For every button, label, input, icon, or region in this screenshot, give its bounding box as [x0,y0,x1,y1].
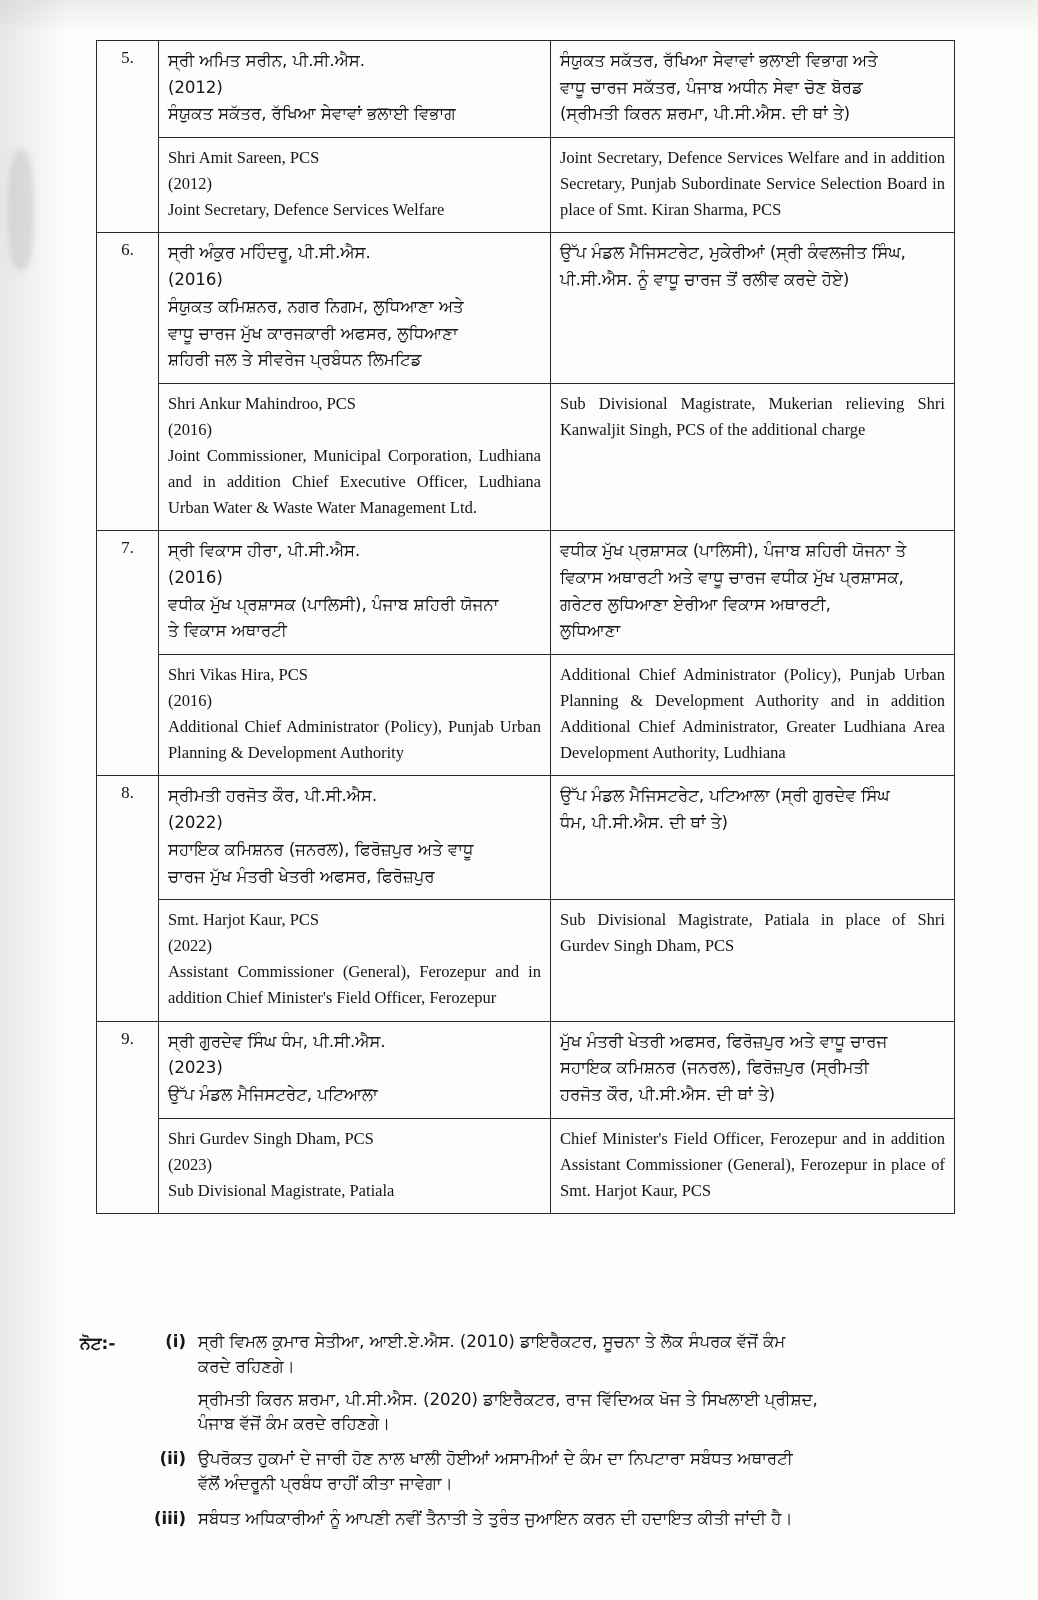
posting-punjabi: ਉੱਪ ਮੰਡਲ ਮੈਜਿਸਟਰੇਟ, ਮੁਕੇਰੀਆਂ (ਸ੍ਰੀ ਕੰਵਲਜੀਤ ਸਿੰਘ, ਪੀ.ਸੀ.ਐਸ. ਨੂੰ ਵਾਧੂ ਚਾਰਜ ਤੋਂ ਰਲੀਵ ਕਰਦੇ ਹੋਏ) [551,233,955,384]
scan-shadow-top [0,0,1038,34]
scan-smudge [8,150,34,270]
table-row [97,655,955,776]
notes-label: ਨੋਟ:- [80,1334,116,1354]
posting-punjabi: ਮੁੱਖ ਮੰਤਰੀ ਖੇਤਰੀ ਅਫਸਰ, ਫਿਰੋਜ਼ਪੁਰ ਅਤੇ ਵਾਧੂ ਚਾਰਜ ਸਹਾਇਕ ਕਮਿਸ਼ਨਰ (ਜਨਰਲ), ਫਿਰੋਜ਼ਪੁਰ (ਸ੍ਰੀਮਤੀ ਹਰਜੋਤ ਕੌਰ, ਪੀ.ਸੀ.ਐਸ. ਦੀ ਥਾਂ ਤੇ) [551,1021,955,1118]
posting-english: Sub Divisional Magistrate, Patiala in place of Shri Gurdev Singh Dham, PCS [551,900,955,1021]
officer-english: Shri Gurdev Singh Dham, PCS (2023) Sub Divisional Magistrate, Patiala [159,1118,551,1213]
table-row [97,531,955,655]
scan-shadow-left [0,0,70,1600]
note-item [146,1330,960,1437]
note-text: ਸਬੰਧਤ ਅਧਿਕਾਰੀਆਂ ਨੂੰ ਆਪਣੀ ਨਵੀਂ ਤੈਨਾਤੀ ਤੇ ਤੁਰੰਤ ਜੁਆਇਨ ਕਰਨ ਦੀ ਹਦਾਇਤ ਕੀਤੀ ਜਾਂਦੀ ਹੈ। [198,1508,793,1528]
posting-english: Joint Secretary, Defence Services Welfare and in addition Secretary, Punjab Subordinate Service Selection Board in place of Smt. Kiran Sharma, PCS [551,138,955,233]
note-text: ਸ੍ਰੀ ਵਿਮਲ ਕੁਮਾਰ ਸੇਤੀਆ, ਆਈ.ਏ.ਐਸ. (2010) ਡਾਇਰੈਕਟਰ, ਸੂਚਨਾ ਤੇ ਲੋਕ ਸੰਪਰਕ ਵੱਜੋਂ ਕੰਮ ਕਰਦੇ ਰਹਿਣਗੇ। ਸ੍ਰੀਮਤੀ ਕਿਰਨ ਸ਼ਰਮਾ, ਪੀ.ਸੀ.ਐਸ. (2020) ਡਾਇਰੈਕਟਰ, ਰਾਜ ਵਿੱਦਿਅਕ ਖੋਜ ਤੇ ਸਿਖਲਾਈ ਪ੍ਰੀਸ਼ਦ, ਪੰਜਾਬ ਵੱਜੋਂ ਕੰਮ ਕਰਦੇ ਰਹਿਣਗੇ। [198,1332,818,1434]
posting-english: Sub Divisional Magistrate, Mukerian relieving Shri Kanwaljit Singh, PCS of the additional charge [551,383,955,530]
posting-punjabi: ਵਧੀਕ ਮੁੱਖ ਪ੍ਰਸ਼ਾਸਕ (ਪਾਲਿਸੀ), ਪੰਜਾਬ ਸ਼ਹਿਰੀ ਯੋਜਨਾ ਤੇ ਵਿਕਾਸ ਅਥਾਰਟੀ ਅਤੇ ਵਾਧੂ ਚਾਰਜ ਵਧੀਕ ਮੁੱਖ ਪ੍ਰਸ਼ਾਸਕ, ਗਰੇਟਰ ਲੁਧਿਆਣਾ ਏਰੀਆ ਵਿਕਾਸ ਅਥਾਰਟੀ, ਲੁਧਿਆਣਾ [551,531,955,655]
officer-english: Shri Ankur Mahindroo, PCS (2016) Joint Commissioner, Municipal Corporation, Ludhiana and in addition Chief Executive Officer, Ludhiana Urban Water & Waste Water Management Ltd. [159,383,551,530]
posting-english: Chief Minister's Field Officer, Ferozepur and in addition Assistant Commissioner (General), Ferozepur in place of Smt. Harjot Kaur, PCS [551,1118,955,1213]
posting-english: Additional Chief Administrator (Policy), Punjab Urban Planning & Development Authority and in addition Additional Chief Administrator, Greater Ludhiana Area Development Authority, Ludhiana [551,655,955,776]
transfer-orders-table [96,40,955,1214]
officer-english: Shri Vikas Hira, PCS (2016) Additional Chief Administrator (Policy), Punjab Urban Planning & Development Authority [159,655,551,776]
table-row [97,233,955,384]
officer-punjabi: ਸ੍ਰੀ ਅਮਿਤ ਸਰੀਨ, ਪੀ.ਸੀ.ਐਸ. (2012) ਸੰਯੁਕਤ ਸਕੱਤਰ, ਰੱਖਿਆ ਸੇਵਾਵਾਂ ਭਲਾਈ ਵਿਭਾਗ [159,41,551,138]
officer-punjabi: ਸ੍ਰੀ ਅੰਕੁਰ ਮਹਿੰਦਰੂ, ਪੀ.ਸੀ.ਐਸ. (2016) ਸੰਯੁਕਤ ਕਮਿਸ਼ਨਰ, ਨਗਰ ਨਿਗਮ, ਲੁਧਿਆਣਾ ਅਤੇ ਵਾਧੂ ਚਾਰਜ ਮੁੱਖ ਕਾਰਜਕਾਰੀ ਅਫਸਰ, ਲੁਧਿਆਣਾ ਸ਼ਹਿਰੀ ਜਲ ਤੇ ਸੀਵਰੇਜ ਪ੍ਰਬੰਧਨ ਲਿਮਟਿਡ [159,233,551,384]
table-row [97,41,955,138]
note-item [146,1507,960,1532]
table-row [97,1118,955,1213]
note-text: ਉਪਰੋਕਤ ਹੁਕਮਾਂ ਦੇ ਜਾਰੀ ਹੋਣ ਨਾਲ ਖਾਲੀ ਹੋਈਆਂ ਅਸਾਮੀਆਂ ਦੇ ਕੰਮ ਦਾ ਨਿਪਟਾਰਾ ਸਬੰਧਤ ਅਥਾਰਟੀ ਵੱਲੋਂ ਅੰਦਰੂਨੀ ਪ੍ਰਬੰਧ ਰਾਹੀਂ ਕੀਤਾ ਜਾਵੇਗਾ। [198,1449,793,1493]
row-serial-number: 8. [97,776,159,1021]
officer-english: Smt. Harjot Kaur, PCS (2022) Assistant Commissioner (General), Ferozepur and in addition Chief Minister's Field Officer, Ferozepur [159,900,551,1021]
table-row [97,900,955,1021]
note-marker: (iii) [153,1508,186,1528]
note-item [146,1447,960,1497]
table-row [97,776,955,900]
row-serial-number: 9. [97,1021,159,1213]
handwritten-signature [0,1406,176,1496]
officer-punjabi: ਸ੍ਰੀਮਤੀ ਹਰਜੋਤ ਕੌਰ, ਪੀ.ਸੀ.ਐਸ. (2022) ਸਹਾਇਕ ਕਮਿਸ਼ਨਰ (ਜਨਰਲ), ਫਿਰੋਜ਼ਪੁਰ ਅਤੇ ਵਾਧੂ ਚਾਰਜ ਮੁੱਖ ਮੰਤਰੀ ਖੇਤਰੀ ਅਫਸਰ, ਫਿਰੋਜ਼ਪੁਰ [159,776,551,900]
posting-punjabi: ਉੱਪ ਮੰਡਲ ਮੈਜਿਸਟਰੇਟ, ਪਟਿਆਲਾ (ਸ੍ਰੀ ਗੁਰਦੇਵ ਸਿੰਘ ਧੰਮ, ਪੀ.ਸੀ.ਐਸ. ਦੀ ਥਾਂ ਤੇ) [551,776,955,900]
row-serial-number: 7. [97,531,159,776]
table-row [97,383,955,530]
row-serial-number: 5. [97,41,159,233]
table-row [97,138,955,233]
note-marker: (i) [165,1332,186,1351]
row-serial-number: 6. [97,233,159,531]
table-row [97,1021,955,1118]
officer-english: Shri Amit Sareen, PCS (2012) Joint Secretary, Defence Services Welfare [159,138,551,233]
note-marker: (ii) [159,1449,186,1468]
officer-punjabi: ਸ੍ਰੀ ਵਿਕਾਸ ਹੀਰਾ, ਪੀ.ਸੀ.ਐਸ. (2016) ਵਧੀਕ ਮੁੱਖ ਪ੍ਰਸ਼ਾਸਕ (ਪਾਲਿਸੀ), ਪੰਜਾਬ ਸ਼ਹਿਰੀ ਯੋਜਨਾ ਤੇ ਵਿਕਾਸ ਅਥਾਰਟੀ [159,531,551,655]
posting-punjabi: ਸੰਯੁਕਤ ਸਕੱਤਰ, ਰੱਖਿਆ ਸੇਵਾਵਾਂ ਭਲਾਈ ਵਿਭਾਗ ਅਤੇ ਵਾਧੂ ਚਾਰਜ ਸਕੱਤਰ, ਪੰਜਾਬ ਅਧੀਨ ਸੇਵਾ ਚੋਣ ਬੋਰਡ (ਸ੍ਰੀਮਤੀ ਕਿਰਨ ਸ਼ਰਮਾ, ਪੀ.ਸੀ.ਐਸ. ਦੀ ਥਾਂ ਤੇ) [551,41,955,138]
officer-punjabi: ਸ੍ਰੀ ਗੁਰਦੇਵ ਸਿੰਘ ਧੰਮ, ਪੀ.ਸੀ.ਐਸ. (2023) ਉੱਪ ਮੰਡਲ ਮੈਜਿਸਟਰੇਟ, ਪਟਿਆਲਾ [159,1021,551,1118]
notes-section [80,1330,960,1541]
